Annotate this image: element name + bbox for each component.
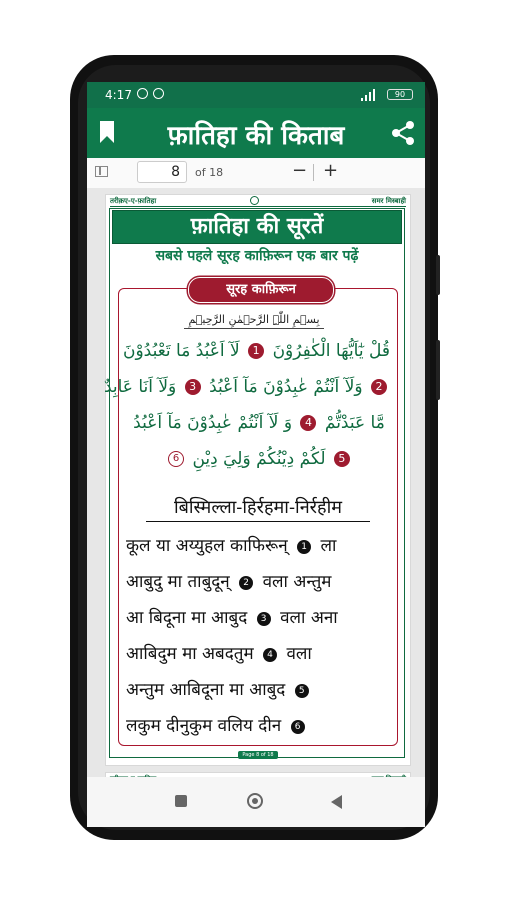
screen: [87, 82, 425, 827]
app-title: फ़ातिहा की किताब: [167, 121, 345, 151]
page-header-right: समर मिस्बाही: [371, 197, 406, 205]
verse-number: 2: [371, 379, 387, 395]
transliteration-line: [126, 569, 394, 592]
share-icon[interactable]: [391, 120, 415, 146]
transliteration-title: बिस्मिल्ला-हिर्रहमा-निर्रहीम: [146, 495, 370, 522]
recents-button[interactable]: [175, 795, 187, 807]
pdf-toolbar: [87, 158, 425, 189]
transliteration-text: आबिदुम मा अबदतुम: [126, 644, 254, 664]
transliteration-line: [126, 533, 394, 556]
verse-number: 6: [291, 720, 305, 734]
app-bar: [87, 108, 425, 158]
transliteration-text: आबुदु मा ताबुदून्: [126, 572, 230, 592]
whatsapp-icon: [137, 88, 148, 99]
arabic-text: وَلَآ اَنَا عَابِدٌ: [103, 377, 177, 397]
arabic-line-1: [122, 341, 390, 361]
transliteration-text: वला: [286, 644, 312, 664]
volume-button: [436, 255, 440, 295]
arabic-line-4: [128, 449, 390, 469]
home-button[interactable]: [247, 793, 263, 809]
arabic-text: لَآ اَعْبُدُ مَا تَعْبُدُوْنَ: [122, 341, 240, 361]
arabic-text: وَلَآ اَنْتُمْ عٰبِدُوْنَ مَآ اَعْبُدُ: [209, 377, 363, 397]
sura-title-badge: सूरह काफ़िरून: [188, 277, 334, 303]
arabic-text: مَّا عَبَدْتُّمْ: [324, 413, 385, 433]
notification-icon: [153, 88, 164, 99]
logo-icon: [250, 196, 259, 205]
transliteration-line: [126, 713, 394, 736]
transliteration-line: [126, 677, 394, 700]
transliteration-text: अन्तुम आबिदूना मा आबुद: [126, 680, 286, 700]
arabic-text: قُلْ يٰٓاَيُّهَا الْكٰفِرُوْنَ: [272, 341, 390, 361]
status-bar: [87, 82, 425, 108]
transliteration-text: ला: [320, 536, 337, 556]
verse-number: 5: [334, 451, 350, 467]
verse-number: 4: [263, 648, 277, 662]
status-time: 4:17: [105, 88, 132, 102]
verse-number: 5: [295, 684, 309, 698]
verse-number: 1: [297, 540, 311, 554]
verse-number: 3: [257, 612, 271, 626]
arabic-text: لَكُمْ دِيْنُكُمْ وَلِيَ دِيْنِ: [192, 449, 326, 469]
signal-icon: [361, 89, 377, 101]
arabic-line-2: [103, 377, 390, 397]
transliteration-text: आ बिदूना मा आबुद: [126, 608, 248, 628]
zoom-divider: [313, 164, 314, 181]
page-footer: Page 8 of 18: [238, 751, 278, 759]
transliteration-line: [126, 605, 394, 628]
verse-number: 2: [239, 576, 253, 590]
pdf-viewer[interactable]: [87, 188, 425, 777]
page-count: of 18: [195, 166, 224, 179]
arabic-line-3: [128, 413, 390, 433]
basmala-text: بِسۡمِ اللّٰہِ الرَّحۡمٰنِ الرَّحِیۡمِ: [184, 313, 324, 329]
transliteration-text: कूल या अय्युहल काफिरून्: [126, 536, 288, 556]
page-subheading: सबसे पहले सूरह काफ़िरून एक बार पढ़ें: [155, 248, 359, 264]
verse-number: 3: [185, 379, 201, 395]
verse-end-marker: 6: [168, 451, 184, 467]
page-header: [110, 197, 406, 207]
verse-number: 4: [300, 415, 316, 431]
arabic-text: وَ لَآ اَنْتُمْ عٰبِدُوْنَ مَآ اَعْبُدُ: [133, 413, 293, 433]
battery-icon: 90: [387, 89, 413, 100]
pdf-page: [105, 194, 411, 766]
page-heading: फ़ातिहा की सूरतें: [112, 210, 402, 244]
page-number-input[interactable]: 8: [137, 161, 187, 183]
back-button[interactable]: [331, 795, 342, 809]
transliteration-text: वला अना: [280, 608, 338, 628]
header-rule: [110, 206, 406, 207]
transliteration-text: लकुम दीनुकुम वलिय दीन: [126, 716, 282, 736]
verse-number: 1: [248, 343, 264, 359]
transliteration-line: [126, 641, 394, 664]
phone-frame: [70, 55, 438, 840]
sidebar-toggle-icon[interactable]: [95, 166, 108, 177]
power-button: [436, 340, 440, 400]
zoom-out-button[interactable]: −: [292, 160, 308, 181]
phone-bezel: [78, 65, 430, 830]
transliteration-text: वला अन्तुम: [262, 572, 332, 592]
page-header-left: तरीक़ए-ए-फ़ातिहा: [110, 197, 157, 205]
navigation-bar: [87, 777, 425, 827]
zoom-in-button[interactable]: +: [323, 160, 339, 181]
